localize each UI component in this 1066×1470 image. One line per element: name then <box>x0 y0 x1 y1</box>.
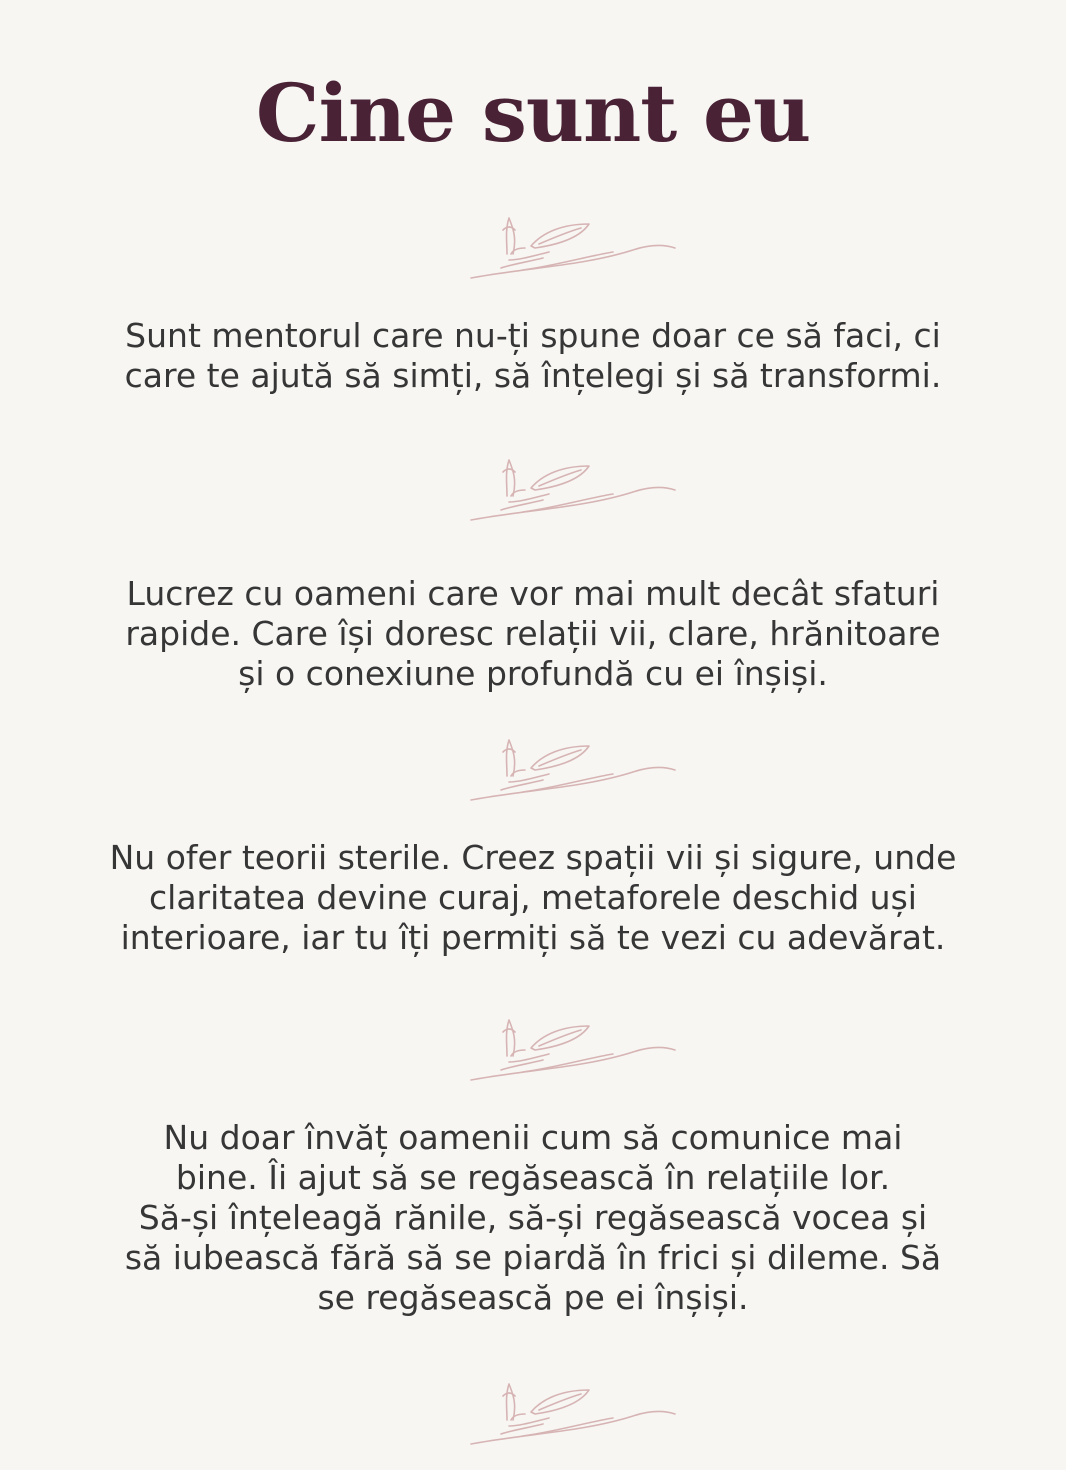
intro-paragraph <box>40 316 1026 396</box>
floral-divider-icon <box>463 210 683 290</box>
floral-divider-icon <box>463 1012 683 1092</box>
paragraph-line: Nu doar învăț oamenii cum să comunice mai <box>163 1118 903 1157</box>
floral-divider-icon <box>463 1376 683 1456</box>
paragraph-line: Nu ofer teorii sterile. Creez spații vii și sigure, unde <box>109 838 957 877</box>
paragraph-line: interioare, iar tu îți permiți să te vezi cu adevărat. <box>120 918 946 957</box>
floral-divider-icon <box>463 452 683 532</box>
paragraph-line: rapide. Care își doresc relații vii, clare, hrănitoare <box>125 614 941 653</box>
paragraph-line: bine. Îi ajut să se regăsească în relațiile lor. <box>175 1158 891 1197</box>
paragraph-line: Lucrez cu oameni care vor mai mult decât sfaturi <box>126 574 940 613</box>
paragraph-line: Sunt mentorul care nu-ți spune doar ce să faci, ci <box>125 316 941 355</box>
paragraph-line: care te ajută să simți, să înțelegi și să transformi. <box>124 356 942 395</box>
paragraph-line: și o conexiune profundă cu ei înșiși. <box>238 654 828 693</box>
approach-paragraph <box>40 838 1026 958</box>
paragraph-line: să iubească fără să se piardă în frici și dileme. Să <box>124 1238 942 1277</box>
floral-divider-icon <box>463 732 683 812</box>
paragraph-line: Să-și înțeleagă rănile, să-și regăsească vocea și <box>138 1198 928 1237</box>
clients-paragraph <box>40 574 1026 694</box>
paragraph-line: se regăsească pe ei înșiși. <box>317 1278 749 1317</box>
mission-paragraph <box>40 1118 1026 1318</box>
paragraph-line: claritatea devine curaj, metaforele deschid uși <box>149 878 917 917</box>
page-title: Cine sunt eu <box>255 66 811 160</box>
